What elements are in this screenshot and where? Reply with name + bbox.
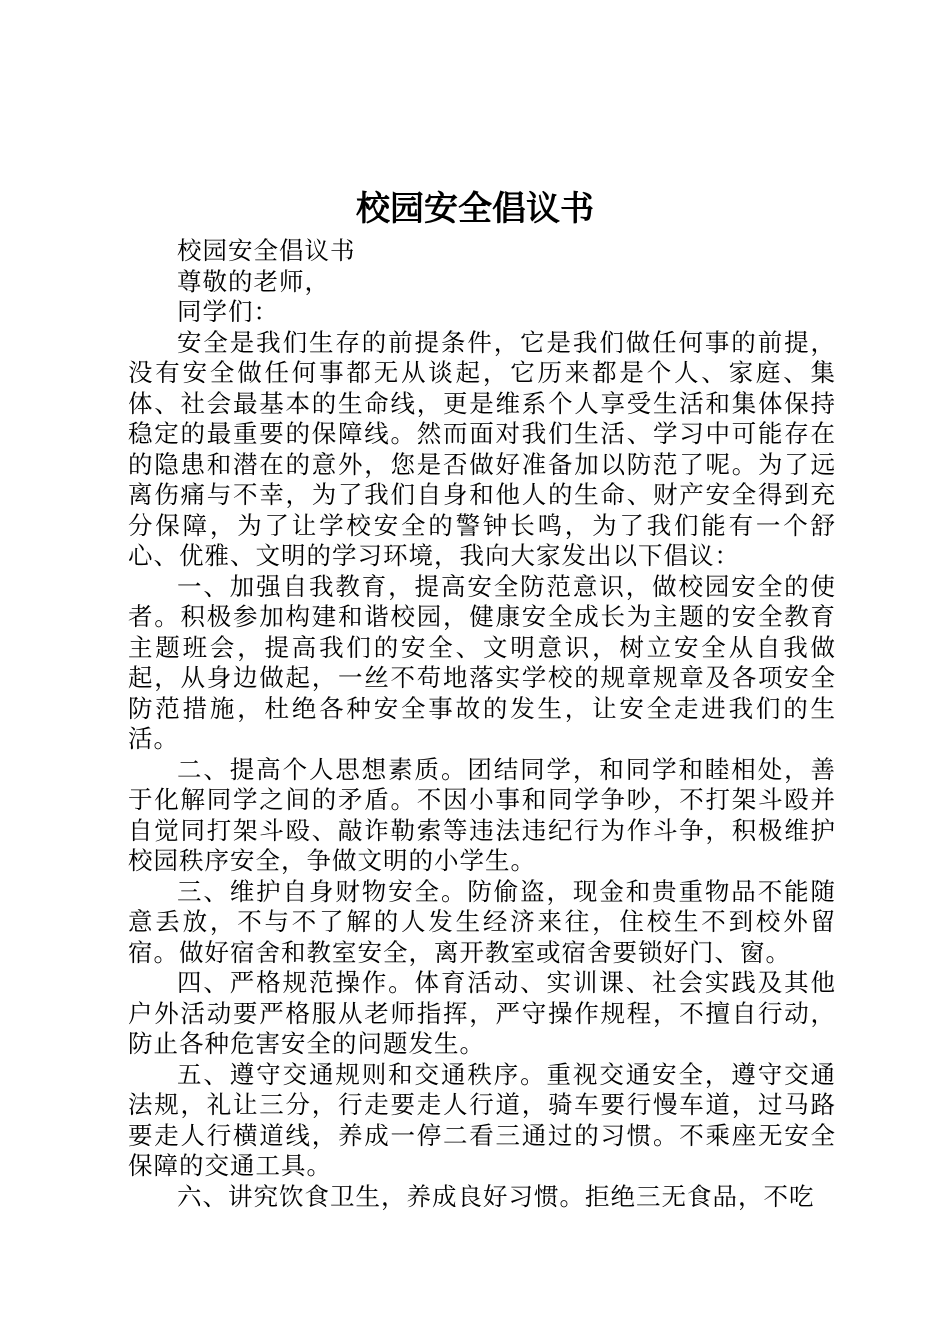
paragraph-item-3: 三、维护自身财物安全。防偷盗，现金和贵重物品不能随意丢放，不与不了解的人发生经济来往，住校生不到校外留宿。做好宿舍和教室安全，离开教室或宿舍要锁好门、窗。 (128, 876, 836, 967)
paragraph-salutation-1: 尊敬的老师， (177, 266, 330, 296)
paragraph-intro: 安全是我们生存的前提条件，它是我们做任何事的前提，没有安全做任何事都无从谈起，它历来都是个人、家庭、集体、社会最基本的生命线，更是维系个人享受生活和集体保持稳定的最重要的保障线。然而面对我们生活、学习中可能存在的隐患和潜在的意外，您是否做好准备加以防范了呢。为了远离伤痛与不幸，为了我们自身和他人的生命、财产安全得到充分保障，为了让学校安全的警钟长鸣，为了我们能有一个舒心、优雅、文明的学习环境，我向大家发出以下倡议： (128, 327, 836, 570)
paragraph-heading: 校园安全倡议书 (177, 236, 356, 265)
paragraph-item-6: 六、讲究饮食卫生，养成良好习惯。拒绝三无食品，不吃 (177, 1181, 815, 1211)
paragraph-item-4: 四、严格规范操作。体育活动、实训课、社会实践及其他户外活动要严格服从老师指挥，严守操作规程，不擅自行动，防止各种危害安全的问题发生。 (128, 968, 836, 1058)
paragraph-item-1: 一、加强自我教育，提高安全防范意识，做校园安全的使者。积极参加构建和谐校园，健康安全成长为主题的安全教育主题班会，提高我们的安全、文明意识，树立安全从自我做起，从身边做起，一丝不苟地落实学校的规章规章及各项安全防范措施，杜绝各种安全事故的发生，让安全走进我们的生活。 (128, 571, 836, 753)
paragraph-item-2: 二、提高个人思想素质。团结同学，和同学和睦相处，善于化解同学之间的矛盾。不因小事和同学争吵，不打架斗殴并自觉同打架斗殴、敲诈勒索等违法违纪行为作斗争，积极维护校园秩序安全，争做文明的小学生。 (128, 754, 836, 875)
paragraph-salutation-2: 同学们： (177, 297, 279, 326)
document-body (128, 236, 836, 1212)
paragraph-item-5: 五、遵守交通规则和交通秩序。重视交通安全，遵守交通法规，礼让三分，行走要走人行道，骑车要行慢车道，过马路要走人行横道线，养成一停二看三通过的习惯。不乘座无安全保障的交通工具。 (128, 1059, 836, 1180)
document-title: 校园安全倡议书 (356, 189, 594, 229)
